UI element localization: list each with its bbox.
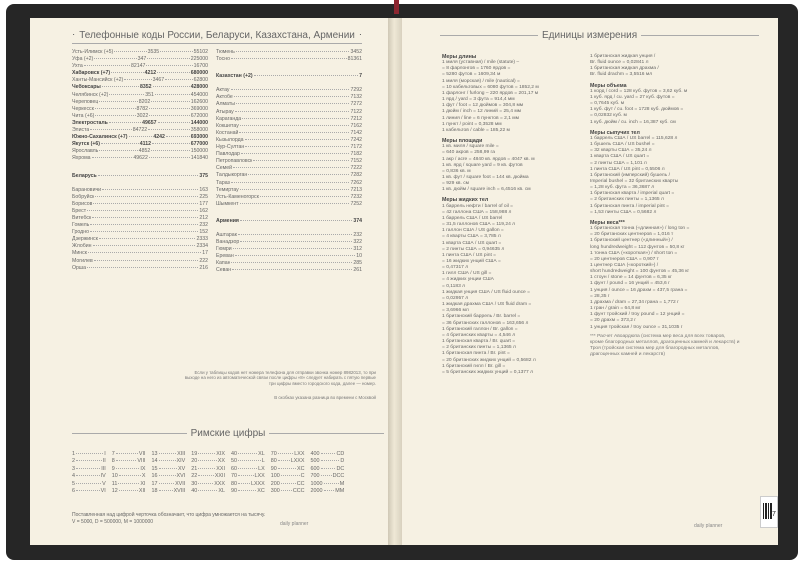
unit-line: 1 драхма / dram = 27,34 грана = 1,772 г [590, 299, 679, 305]
unit-line: 1 британская жидкая драхма / [590, 66, 659, 72]
roman-numeral-cell: 22 XXII [191, 473, 225, 480]
city-code-row: Усть-Каменогорск 7232 [216, 193, 362, 200]
city-code-row: Гюмри 312 [216, 246, 362, 253]
unit-line: = 4 жидких унции США [442, 277, 494, 283]
city-code-row: Тараз 7262 [216, 179, 362, 186]
city-code-row: Атырау 7122 [216, 108, 362, 115]
city-code-row: Бобруйск 225 [72, 193, 208, 200]
unit-line: 1 баррель нефти / barrel of oil = [442, 203, 514, 209]
unit-line: 1 британская кварта / imperial quart = [590, 191, 675, 197]
unit-line: = 31,5 галлонов США = 119,24 л [442, 222, 516, 228]
roman-numeral-cell: 13 XIII [151, 451, 186, 457]
city-code-row: Капан 285 [216, 260, 362, 267]
unit-line: 1 унция / ounce = 16 драхм = 437,5 грана = [590, 287, 688, 293]
unit-line: 1 кв. дюйм / square inch = 6,4516 кв. см [442, 187, 531, 193]
roman-numerals-table [72, 451, 384, 495]
roman-numeral-cell: 5 V [72, 480, 106, 487]
city-code-row: Ханты-Мансийск (+2) 3467 62800 [72, 77, 208, 84]
country-kazakhstan: Казахстан (+2) 7 [216, 73, 362, 80]
city-code-row: Хабаровск (+7) 4212 680000 [72, 70, 209, 77]
heading-ornament-left-icon: ⋅ [72, 30, 76, 41]
city-code-row: Ванадзор 322 [216, 239, 362, 246]
unit-line: = 32 кварты США = 35,24 л [590, 148, 652, 154]
unit-line: = 5280 футов = 1609,34 м [442, 72, 501, 78]
roman-numeral-cell: 8 VIII [111, 458, 146, 465]
unit-line: = 0,1183 л [442, 283, 466, 289]
unit-line: 1 гран / grain = 64,8 мг [590, 306, 641, 312]
phone-codes-timezone-note: В скобках указана разница во времени с Москвой [274, 395, 376, 400]
roman-numeral-cell: 1 I [72, 451, 106, 457]
unit-line: Br. fluid drachm = 3,5516 мл [590, 72, 653, 78]
city-code-row: Гомель 232 [72, 222, 208, 229]
unit-line: 1 фунт тройский / troy pound = 12 унций = [590, 312, 685, 318]
unit-line: = 0,47317 л [442, 265, 469, 271]
bookmark-ribbon [394, 0, 399, 14]
unit-line: 1 ярд / yard = 3 фута = 914,4 мм [442, 97, 515, 103]
city-code-row: Кызылорда 7242 [216, 136, 362, 143]
city-code-row: Павлодар 7182 [216, 151, 362, 158]
unit-line: 1 британский (имперский) бушель / [590, 172, 670, 178]
unit-line: 1 британский баррель / Br. barrel = [442, 314, 521, 320]
unit-line: 1 баррель США / US barrel [442, 215, 503, 221]
roman-numeral-cell: 70 LXX [270, 451, 305, 457]
unit-line: = 8 фарлонгов = 1760 ярдов = [442, 66, 511, 72]
unit-line: 1 пинта США / US pint = 0,5506 л [590, 166, 665, 172]
roman-numeral-cell: 12 XII [111, 488, 146, 495]
unit-line: = 2 британских пинты = 1,1365 л [442, 345, 516, 351]
unit-line: = 1,28 куб. фута = 36,3687 л [590, 185, 655, 191]
unit-line: 1 центнер США («короткий») / [590, 263, 659, 268]
city-code-row: Борисов 177 [72, 200, 208, 207]
roman-numeral-cell: 90 XC [270, 465, 305, 472]
unit-line: 1 кварта США / US quart = [590, 154, 650, 160]
city-code-row: Костанай 7142 [216, 129, 362, 136]
unit-line: 1 британская кварта / Br. quart = [442, 339, 516, 345]
roman-numeral-cell: 50 L [231, 458, 265, 465]
city-code-row: Ереван 10 [216, 253, 362, 260]
roman-numeral-cell: 600 DC [310, 465, 345, 472]
roman-numeral-cell [350, 466, 384, 473]
phone-codes-note: Если у таблицы кодов нет номера телефона для отправки звонка номер 8982013, то при выходе на него из автоматической связи после цифры «8» следует набирать с пятую первые три цифры вместо городского кода, далее — номер. [184, 370, 376, 386]
unit-section-heading: Меры площади [442, 138, 483, 145]
unit-line: = 20 драхм = 373,2 г [590, 318, 637, 324]
unit-line: = 0,02957 л [442, 295, 469, 301]
unit-line: 1 куб. дюйм / cu. inch = 16,387 куб. см [590, 119, 676, 125]
unit-line: = 4 кварты США = 3,785 л [442, 234, 501, 240]
roman-numeral-cell: 400 CD [310, 451, 345, 457]
unit-line: 1 акр / acre = 4840 кв. ярдов = 4047 кв. м [442, 156, 535, 162]
city-code-row: Барановичи 163 [72, 186, 208, 193]
city-code-row: Семей 7222 [216, 165, 362, 172]
city-code-row: Актобе 7132 [216, 94, 362, 101]
unit-footnote: *** Расчет Авоардюпа (система мер веса для всех товаров, кроме благородных металлов, драгоценных камней и лекарств) и Троя (тройская система мер для благородных металлов, драгоценных камней и лекарств) [590, 333, 740, 358]
unit-section-heading: Меры длины [442, 54, 477, 60]
left-footer: daily planner [280, 521, 309, 527]
unit-line: 1 унция тройская / troy ounce = 31,1035 г [590, 324, 683, 330]
unit-line: 1 дюйм / inch = 12 линий = 25,4 мм [442, 109, 522, 115]
unit-line: 1 пинта США / US pint = [442, 252, 497, 258]
roman-numeral-cell: 80 LXXX [231, 480, 265, 487]
roman-numeral-cell: 80 LXXX [270, 458, 305, 465]
unit-line: = 20 британских центнеров = 1,016 т [590, 232, 674, 238]
unit-line: 1 галлон США / US gallon = [442, 228, 504, 234]
roman-numeral-cell [350, 458, 384, 465]
roman-numeral-cell [350, 481, 384, 488]
unit-line: long hundredweight = 112 фунтов = 50,8 кг [590, 244, 685, 250]
unit-line: 1 гилл США / US gill = [442, 271, 492, 277]
roman-numeral-cell: 70 LXX [231, 473, 265, 480]
roman-numeral-cell: 19 XIX [191, 451, 225, 457]
roman-note: Поставленная над цифрой черточка обозначает, что цифра умножается на тысячу. V = 5000, D = 500000, M = 1000000 [72, 512, 266, 525]
city-code-row: Череповец 8202 162600 [72, 98, 209, 105]
unit-line: 1 корд / cord = 128 куб. футов = 3,62 куб. м [590, 88, 688, 94]
city-code-row: Чебоксары 8352 428000 [72, 84, 208, 91]
unit-line: = 20 центнеров США = 0,907 т [590, 256, 659, 262]
phone-codes-rule [72, 43, 362, 44]
city-code-row: Кокшетау 7162 [216, 122, 362, 129]
unit-line: short hundredweight = 100 фунтов = 45,36 кг [590, 269, 690, 275]
unit-line: 1 фарлонг / furlong – 220 ярдов = 201,17 м [442, 90, 539, 96]
roman-numeral-cell: 10 X [111, 473, 146, 480]
city-code-row: Яхрома 49622 141840 [72, 155, 208, 162]
city-code-row: Витебск 212 [72, 214, 208, 221]
unit-line: Br. fluid ounce = 0,02841 л [590, 60, 649, 66]
unit-line: 1 куб. фут / cu. foot = 1728 куб. дюймов = [590, 107, 684, 113]
roman-numeral-cell: 15 XV [151, 465, 186, 472]
roman-numeral-cell: 16 XVI [151, 473, 186, 480]
unit-line: 1 стоун / stone = 14 фунтов = 6,35 кг [590, 275, 672, 281]
city-code-row: Темиртау 7213 [216, 186, 362, 193]
city-code-row: Тосно 81361 [216, 56, 362, 63]
unit-line: 1 британский гилл / Br. gill = [442, 363, 506, 369]
city-code-row: Актау 7292 [216, 87, 362, 94]
unit-section-heading: Меры веса*** [590, 219, 625, 226]
city-code-row: Ярославль 4852 150000 [72, 148, 208, 155]
unit-section-heading: Меры сыпучих тел [590, 129, 640, 136]
roman-numeral-cell: 20 XX [191, 458, 225, 465]
unit-line: = 28,35 г [590, 293, 610, 299]
city-code-row: Петропавловск 7152 [216, 158, 362, 165]
unit-line: 1 кв. миля / square mile = [442, 144, 499, 150]
roman-numeral-cell [350, 473, 384, 480]
city-code-row: Алматы 7272 [216, 101, 362, 108]
roman-numeral-cell: 1000 M [310, 480, 345, 487]
roman-numeral-cell: 90 XC [231, 488, 265, 495]
city-code-row: Гродно 152 [72, 229, 208, 236]
unit-line: = 3,6966 мл [442, 308, 469, 314]
roman-numeral-cell: 100 C [270, 473, 305, 480]
price-tag [760, 496, 778, 528]
roman-numeral-cell: 2 II [72, 458, 106, 465]
unit-line: 1 британский центнер («длинный») / [590, 238, 673, 244]
unit-line: 1 кв. ярд / square yard = 9 кв. футов [442, 162, 523, 168]
unit-line: 1 фунт / pound = 16 унций = 453,6 г [590, 281, 670, 287]
city-code-row: Южно-Сахалинск (+7) 4242 693000 [72, 134, 209, 141]
city-code-row: Караганда 7212 [216, 115, 362, 122]
unit-line: 1 британская жидкая унция / [590, 54, 656, 59]
city-code-row: Шымкент 7252 [216, 200, 362, 207]
unit-line: 1 миля (уставная) / mile (statute) – [442, 60, 520, 66]
unit-line: 1 жидкая драхма США / US fluid dram = [442, 302, 532, 308]
unit-line: 1 британская тонна («длинная») / long ton = [590, 226, 690, 232]
city-code-row: Челябинск (+2) 351 454000 [72, 91, 209, 98]
unit-line: = 36 британских галлонов = 163,656 л [442, 320, 529, 326]
unit-line: 1 британский галлон / Br. gallon = [442, 326, 518, 332]
unit-line: Imperial bushel = 32 британских кварты [590, 178, 679, 184]
phone-codes-column-1 [72, 49, 208, 272]
tag-number: 7 [772, 511, 776, 518]
unit-line: = 16 жидких унций США = [442, 259, 501, 264]
roman-numeral-cell: 40 XL [231, 451, 265, 457]
roman-numerals-heading: Римские цифры [72, 428, 384, 439]
city-code-row: Нур-Султан 7172 [216, 144, 362, 151]
roman-numeral-cell: 21 XXI [191, 465, 225, 472]
unit-line: = 10 кабельтовых = 6080 футов = 1852,2 м [442, 84, 539, 90]
phone-codes-heading: ⋅ Телефонные коды России, Беларуси, Казахстана, Армении ⋅ [72, 30, 363, 41]
roman-numeral-cell: 2000 MM [310, 488, 345, 495]
unit-line: 1 британская пинта / imperial pint = [590, 203, 670, 209]
roman-numeral-cell: 6 VI [72, 488, 106, 495]
unit-line: 1 жидкая унция США / US fluid ounce = [442, 289, 530, 295]
city-code-row: Аштарак 232 [216, 231, 362, 238]
unit-line: 1 линия / line = 6 пунктов = 2,1 мм [442, 115, 520, 121]
roman-numeral-cell: 17 XVII [151, 480, 186, 487]
unit-line: 1 бушель США / US bushel = [590, 142, 655, 148]
book-spine [388, 18, 402, 545]
unit-section-heading: Меры жидких тел [442, 197, 489, 204]
unit-line: 1 фут / foot = 12 дюймов = 304,8 мм [442, 103, 524, 109]
unit-line: 1 куб. ярд / cu. yard = 27 куб. футов = [590, 94, 675, 100]
unit-section-heading: Меры объема [590, 82, 627, 89]
phone-codes-column-2 [216, 49, 362, 275]
unit-line: = 5 британских жидких унций = 0,1377 л [442, 369, 533, 375]
city-code-row: Орша 216 [72, 264, 208, 271]
roman-numeral-cell: 500 D [310, 458, 345, 465]
unit-line: = 929 кв. см [442, 181, 469, 187]
city-code-row: Черкесск 8782 369000 [72, 105, 209, 112]
unit-line: = 20 британских жидких унций = 0,5682 л [442, 357, 536, 363]
city-code-row: Могилев 222 [72, 257, 208, 264]
city-code-row: Жлобин 2334 [72, 243, 208, 250]
left-page [30, 18, 388, 545]
city-code-row: Чита (+6) 3022 672000 [72, 112, 209, 119]
unit-line: = 0,7645 куб. м [590, 101, 625, 107]
units-column-2 [590, 54, 740, 358]
roman-numeral-cell: 11 XI [111, 480, 146, 487]
unit-line: = 2 пинты США = 1,101 л [590, 160, 647, 166]
roman-numeral-cell: 40 XL [191, 488, 225, 495]
unit-line: = 640 акров = 258,99 га [442, 150, 495, 156]
units-heading: Единицы измерения [440, 30, 770, 41]
city-code-row: Тюмень 3452 [216, 49, 362, 55]
right-page [402, 18, 778, 545]
city-code-row: Якутск (+6) 4112 677000 [72, 141, 208, 148]
unit-line: 1 тонна США («короткая») / short ton = [590, 250, 678, 256]
unit-line: 1 кв. фут / square foot = 144 кв. дюйма [442, 174, 529, 180]
unit-line: = 42 галлона США = 158,988 л [442, 209, 512, 215]
unit-line: = 0,02832 куб. м [590, 113, 627, 119]
unit-line: = 4 британских кварты = 4,546 л [442, 332, 516, 338]
unit-line: 1 британская пинта / Br. pint = [442, 351, 510, 357]
roman-numeral-cell: 200 CC [270, 480, 305, 487]
city-code-row: Усть-Илимск (+5) 3535 55102 [72, 49, 209, 55]
unit-line: = 2 пинты США = 0,94635 л [442, 246, 505, 252]
roman-numeral-cell: 7 VII [111, 451, 146, 457]
roman-numeral-cell: 300 CCC [270, 488, 305, 495]
country-armenia: Армения 374 [216, 217, 362, 224]
city-code-row: Талдыкорган 7282 [216, 172, 362, 179]
roman-numeral-cell: 18 XVIII [151, 488, 186, 495]
unit-line: 1 пункт / point = 0,3528 мм [442, 121, 502, 127]
right-footer: daily planner [694, 523, 723, 529]
city-code-row: Дзержинск 2333 [72, 236, 208, 243]
roman-numeral-cell: 60 LX [231, 465, 265, 472]
city-code-row: Ухта 82147 16700 [72, 63, 208, 70]
roman-numeral-cell [350, 451, 384, 458]
city-code-row: Уфа (+2) 347 225000 [72, 56, 209, 63]
unit-line: 1 кабельтов / cable = 185,22 м [442, 127, 510, 133]
heading-ornament-right-icon: ⋅ [358, 30, 363, 41]
unit-line: 1 миля (морская) / mile (nautical) = [442, 78, 520, 84]
roman-numeral-cell: 30 XXX [191, 480, 225, 487]
city-code-row: Электросталь 49657 144000 [72, 119, 208, 126]
roman-numeral-cell: 4 IV [72, 473, 106, 480]
units-column-1 [442, 54, 590, 376]
roman-numeral-cell: 700 DCC [310, 473, 345, 480]
city-code-row: Брест 162 [72, 207, 208, 214]
unit-line: = 2 британских пинты = 1,1365 л [590, 197, 664, 203]
city-code-row: Минск 17 [72, 250, 208, 257]
roman-numeral-cell: 14 XIV [151, 458, 186, 465]
roman-numeral-cell: 9 IX [111, 465, 146, 472]
unit-line: = 0,836 кв. м [442, 168, 471, 174]
city-code-row: Элиста 84722 358000 [72, 127, 208, 134]
city-code-row: Севан 261 [216, 267, 362, 274]
roman-numeral-cell [350, 488, 384, 495]
unit-line: = 1,53 пинты США = 0,5682 л [590, 209, 657, 215]
unit-line: 1 кварта США / US quart = [442, 240, 502, 246]
country-belarus: Беларусь 375 [72, 172, 208, 179]
unit-line: 1 баррель США / US barrel = 115,628 л [590, 135, 678, 141]
roman-numeral-cell: 3 III [72, 465, 106, 472]
